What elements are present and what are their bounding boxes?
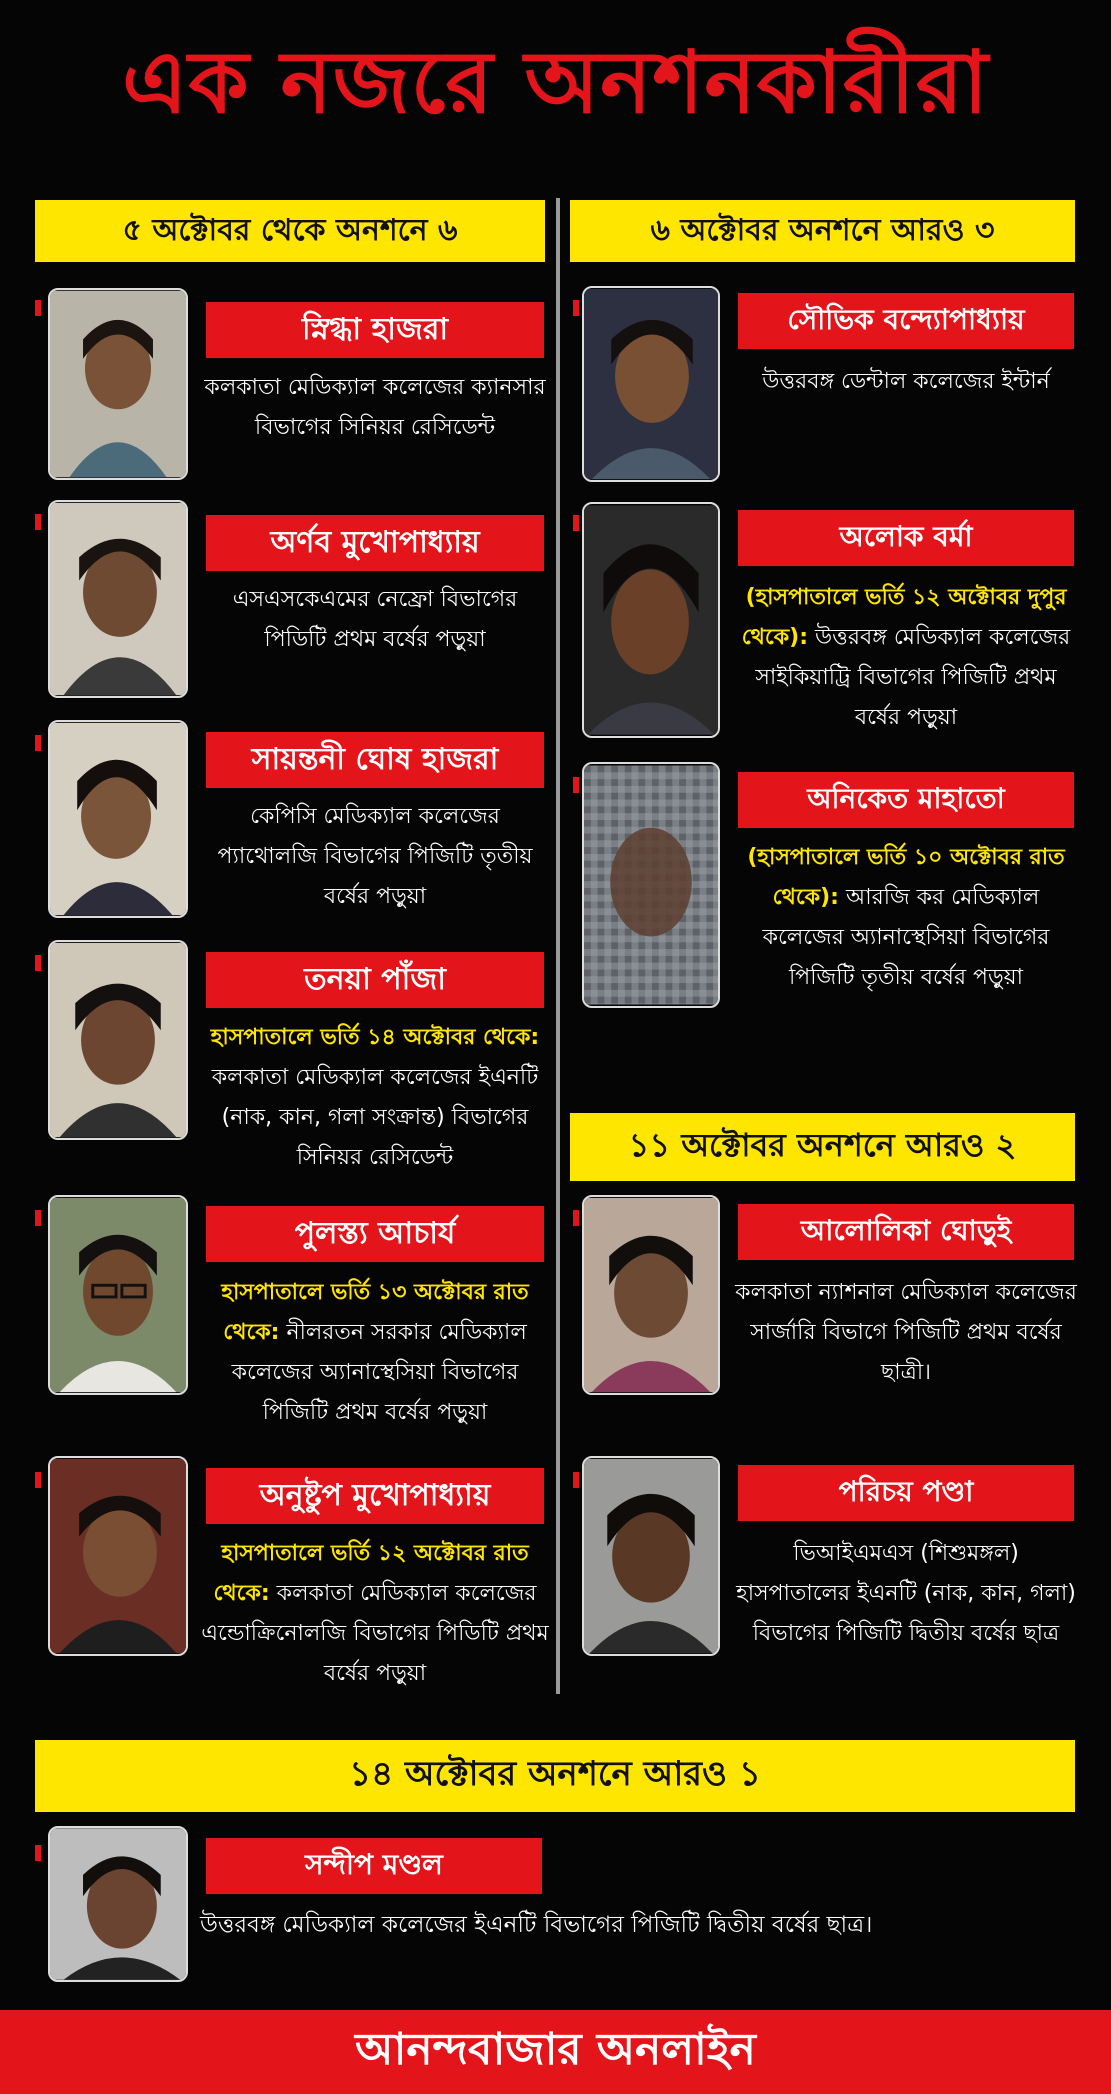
section-banner-left: ৫ অক্টোবর থেকে অনশনে ৬ xyxy=(35,200,545,262)
red-tick xyxy=(35,955,41,971)
person-description xyxy=(733,362,1079,402)
red-tick xyxy=(573,777,579,793)
person-photo-alok xyxy=(582,502,720,738)
section-banner-right-top: ৬ অক্টোবর অনশনে আরও ৩ xyxy=(570,200,1075,262)
person-name: সায়ন্তনী ঘোষ হাজরা xyxy=(206,732,544,788)
description-text: কলকাতা মেডিক্যাল কলেজের ইএনটি (নাক, কান, গলা সংক্রান্ত) বিভাগের সিনিয়র রেসিডেন্ট xyxy=(211,1065,539,1170)
red-tick xyxy=(573,515,579,531)
person-description xyxy=(733,838,1079,998)
person-photo-souvik xyxy=(582,286,720,482)
highlight-text: হাসপাতালে ভর্তি ১২ অক্টোবর রাত থেকে: xyxy=(213,1541,529,1606)
person-name: অলোক বর্মা xyxy=(738,510,1074,566)
red-tick xyxy=(35,1845,41,1861)
person-photo-porichoy xyxy=(582,1456,720,1656)
person-portrait-icon xyxy=(584,1197,718,1393)
person-name: পুলস্ত্য আচার্য xyxy=(206,1206,544,1262)
person-photo-anushtup xyxy=(48,1456,188,1656)
description-text: এসএসকেএমের নেফ্রো বিভাগের পিডিটি প্রথম বর্ষের পড়ুয়া xyxy=(232,587,518,652)
description-text: কেপিসি মেডিক্যাল কলেজের প্যাথোলজি বিভাগের পিজিটি তৃতীয় বর্ষের পড়ুয়া xyxy=(217,804,533,909)
person-name: পরিচয় পণ্ডা xyxy=(738,1465,1074,1521)
person-description xyxy=(200,580,550,660)
person-description xyxy=(200,368,550,448)
person-description xyxy=(200,1018,550,1178)
person-portrait-icon xyxy=(50,502,186,696)
red-tick xyxy=(35,1210,41,1226)
publisher-footer xyxy=(0,2010,1111,2094)
person-photo-sayantani xyxy=(48,720,188,918)
red-tick xyxy=(573,300,579,316)
description-text: কলকাতা মেডিক্যাল কলেজের ক্যানসার বিভাগের সিনিয়র রেসিডেন্ট xyxy=(204,375,546,440)
person-portrait-icon xyxy=(50,722,186,916)
person-portrait-icon xyxy=(50,1828,186,1980)
red-tick xyxy=(35,514,41,530)
person-portrait-icon xyxy=(50,1197,186,1393)
person-name: তনয়া পাঁজা xyxy=(206,952,544,1008)
person-portrait-icon xyxy=(584,764,718,1006)
person-name: আলোলিকা ঘোড়ুই xyxy=(738,1204,1074,1260)
person-description xyxy=(200,1905,1080,1945)
person-description xyxy=(733,1534,1079,1654)
red-tick xyxy=(573,1472,579,1488)
person-name: সন্দীপ মণ্ডল xyxy=(206,1838,542,1894)
description-text: উত্তরবঙ্গ ডেন্টাল কলেজের ইন্টার্ন xyxy=(762,369,1050,394)
person-portrait-icon xyxy=(50,290,186,478)
section-banner-right-mid: ১১ অক্টোবর অনশনে আরও ২ xyxy=(570,1113,1075,1181)
person-photo-arnab xyxy=(48,500,188,698)
highlight-text: (হাসপাতালে ভর্তি ১২ অক্টোবর দুপুর থেকে): xyxy=(741,585,1067,650)
highlight-text: (হাসপাতালে ভর্তি ১০ অক্টোবর রাত থেকে): xyxy=(747,845,1065,910)
person-photo-tanaya xyxy=(48,940,188,1140)
person-description xyxy=(200,1273,550,1433)
red-tick xyxy=(573,1210,579,1226)
person-description xyxy=(200,1534,550,1694)
red-tick xyxy=(35,1472,41,1488)
description-text: কলকাতা ন্যাশনাল মেডিক্যাল কলেজের সার্জারি বিভাগে পিজিটি প্রথম বর্ষের ছাত্রী। xyxy=(735,1280,1077,1385)
person-portrait-icon xyxy=(584,288,718,480)
description-text: ভিআইএমএস (শিশুমঙ্গল) হাসপাতালের ইএনটি (নাক, কান, গলা) বিভাগের পিজিটি দ্বিতীয় বর্ষের ছাত্র xyxy=(736,1541,1076,1646)
highlight-text: হাসপাতালে ভর্তি ১৩ অক্টোবর রাত থেকে: xyxy=(221,1280,529,1345)
person-name: অর্ণব মুখোপাধ্যায় xyxy=(206,515,544,571)
person-photo-pulastya xyxy=(48,1195,188,1395)
description-text: নীলরতন সরকার মেডিক্যাল কলেজের অ্যানাস্থেসিয়া বিভাগের পিজিটি প্রথম বর্ষের পড়ুয়া xyxy=(231,1320,527,1425)
red-tick xyxy=(35,300,41,316)
highlight-text: হাসপাতালে ভর্তি ১৪ অক্টোবর থেকে: xyxy=(210,1025,540,1050)
description-text: উত্তরবঙ্গ মেডিক্যাল কলেজের ইএনটি বিভাগের পিজিটি দ্বিতীয় বর্ষের ছাত্র। xyxy=(200,1912,873,1938)
person-name: অনুষ্টুপ মুখোপাধ্যায় xyxy=(206,1468,544,1524)
person-photo-snigdha xyxy=(48,288,188,480)
red-tick xyxy=(35,735,41,751)
person-portrait-icon xyxy=(584,1458,718,1654)
person-photo-sandip xyxy=(48,1826,188,1982)
column-divider xyxy=(556,198,560,1694)
person-description xyxy=(733,1273,1079,1393)
person-photo-alolika xyxy=(582,1195,720,1395)
person-portrait-icon xyxy=(50,1458,186,1654)
person-name: স্নিগ্ধা হাজরা xyxy=(206,302,544,358)
publisher-logo-text: আনন্দবাজার অনলাইন xyxy=(355,2023,756,2075)
person-description xyxy=(200,797,550,917)
person-photo-aniket xyxy=(582,762,720,1008)
description-text: আরজি কর মেডিক্যাল কলেজের অ্যানাস্থেসিয়া বিভাগের পিজিটি তৃতীয় বর্ষের পড়ুয়া xyxy=(762,885,1050,990)
person-name: অনিকেত মাহাতো xyxy=(738,772,1074,828)
page-title: এক নজরে অনশনকারীরা xyxy=(122,33,989,133)
person-portrait-icon xyxy=(584,504,718,736)
person-name: সৌভিক বন্দ্যোপাধ্যায় xyxy=(738,293,1074,349)
description-text: কলকাতা মেডিক্যাল কলেজের এন্ডোক্রিনোলজি বিভাগের পিডিটি প্রথম বর্ষের পড়ুয়া xyxy=(201,1581,549,1686)
person-portrait-icon xyxy=(50,942,186,1138)
description-text: উত্তরবঙ্গ মেডিক্যাল কলেজের সাইকিয়াট্রি বিভাগের পিজিটি প্রথম বর্ষের পড়ুয়া xyxy=(755,625,1071,730)
section-banner-bottom: ১৪ অক্টোবর অনশনে আরও ১ xyxy=(35,1740,1075,1812)
person-description xyxy=(733,578,1079,738)
